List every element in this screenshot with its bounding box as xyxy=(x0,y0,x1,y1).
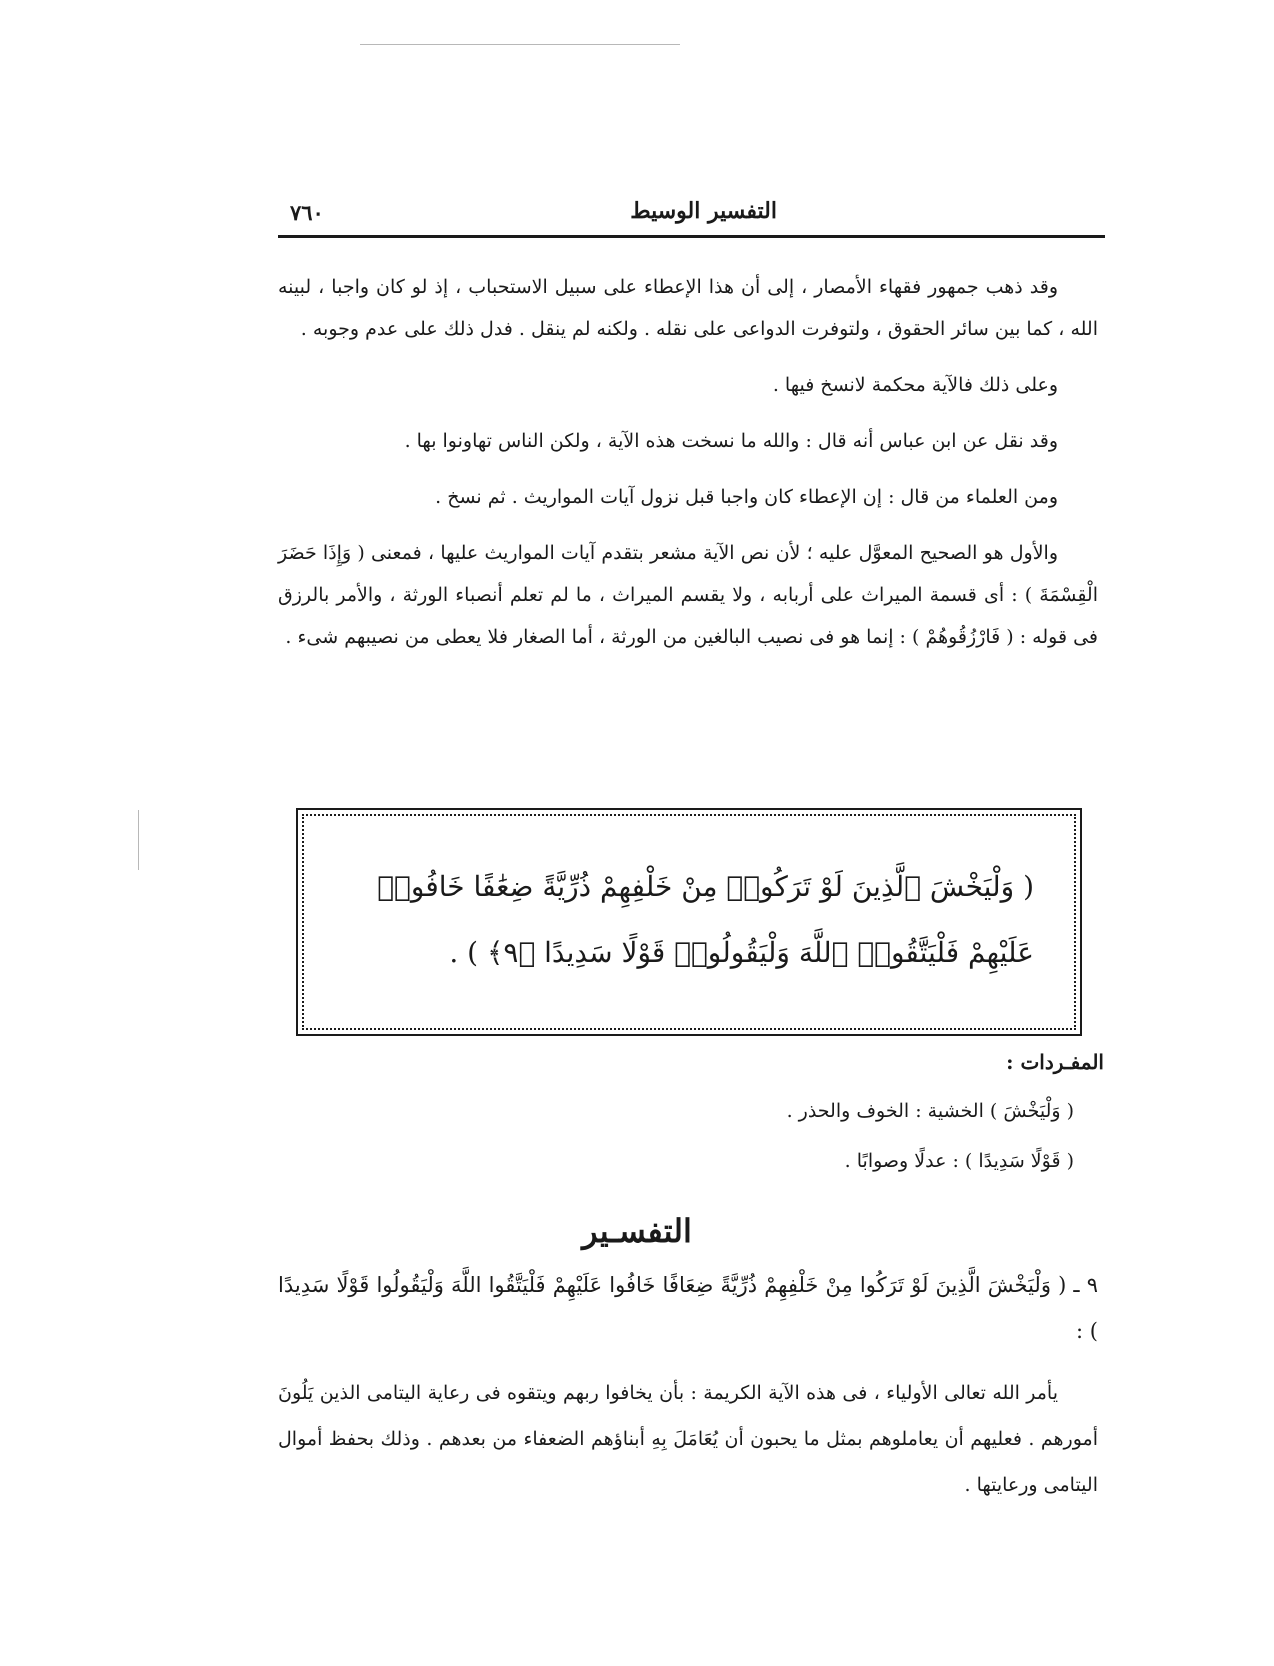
paragraph-correct-view: والأول هو الصحيح المعوَّل عليه ؛ لأن نص الآية مشعر بتقدم آيات المواريث عليها ، فمعنى ( وَإِذَا حَضَرَ الْقِسْمَةَ ) : أى قسمة الميراث على أربابه ، ولا يقسم الميراث ، ما لم تعلم أنصباء الورثة ، والأمر بالرزق فى قوله : ( فَارْزُقُوهُمْ ) : إنما هو فى نصيب البالغين من الورثة ، أما الصغار فلا يعطى من نصيبهم شىء . xyxy=(278,542,1098,648)
running-title: التفسير الوسيط xyxy=(630,198,777,224)
vocabulary-heading: المفـردات : xyxy=(1006,1050,1104,1074)
page-number: ٧٦٠ xyxy=(290,200,324,225)
vocab-item-yakhsha: ( وَلْيَخْشَ ) الخشية : الخوف والحذر . xyxy=(786,1100,1074,1122)
ayah-text xyxy=(334,854,1034,986)
vocab-item-qawlan-sadidan: ( قَوْلًا سَدِيدًا ) : عدلًا وصوابًا . xyxy=(844,1150,1074,1172)
header-divider xyxy=(278,235,1105,238)
paragraph-ibn-abbas: وقد نقل عن ابن عباس أنه قال : والله ما نسخت هذه الآية ، ولكن الناس تهاونوا بها . xyxy=(404,430,1058,452)
paragraph-abrogation-view: ومن العلماء من قال : إن الإعطاء كان واجبا قبل نزول آيات المواريث . ثم نسخ . xyxy=(435,486,1058,508)
tafsir-heading: التفسـير xyxy=(582,1212,692,1250)
commentary-section xyxy=(278,266,1098,672)
tafsir-body: يأمر الله تعالى الأولياء ، فى هذه الآية الكريمة : بأن يخافوا ربهم ويتقوه فى رعاية اليتامى الذين يَلُونَ أمورهم . فعليهم أن يعاملوهم بمثل ما يحبون أن يُعَامَلَ بِهِ أبناؤهم الضعفاء من بعدهم . وذلك بحفظ أموال اليتامى ورعايتها . xyxy=(278,1382,1098,1496)
ayah-line-2: عَلَيْهِمْ فَلْيَتَّقُوا۟ ٱللَّهَ وَلْيَقُولُوا۟ قَوْلًا سَدِيدًا ﴿٩﴾ ) . xyxy=(449,936,1034,969)
paragraph-majority-view: وقد ذهب جمهور فقهاء الأمصار ، إلى أن هذا الإعطاء على سبيل الاستحباب ، إذ لو كان واجبا ، لبينه الله ، كما بين سائر الحقوق ، ولتوفرت الدواعى على نقله . ولكنه لم ينقل . فدل ذلك على عدم وجوبه . xyxy=(278,276,1098,340)
ayah-line-1: ( وَلْيَخْشَ ٱلَّذِينَ لَوْ تَرَكُوا۟ مِنْ خَلْفِهِمْ ذُرِّيَّةً ضِعَٰفًا خَافُوا۟ xyxy=(377,870,1034,903)
paragraph-no-abrogation: وعلى ذلك فالآية محكمة لانسخ فيها . xyxy=(772,374,1058,396)
tafsir-verse: ٩ ـ ( وَلْيَخْشَ الَّذِينَ لَوْ تَرَكُوا مِنْ خَلْفِهِمْ ذُرِّيَّةً ضِعَافًا خَافُوا عَلَيْهِمْ فَلْيَتَّقُوا اللَّهَ وَلْيَقُولُوا قَوْلًا سَدِيدًا ) : xyxy=(278,1273,1098,1343)
scan-smudge-top xyxy=(360,44,680,45)
page-header xyxy=(278,198,1105,232)
scan-mark-left xyxy=(138,810,139,870)
ayah-frame xyxy=(302,814,1076,1030)
